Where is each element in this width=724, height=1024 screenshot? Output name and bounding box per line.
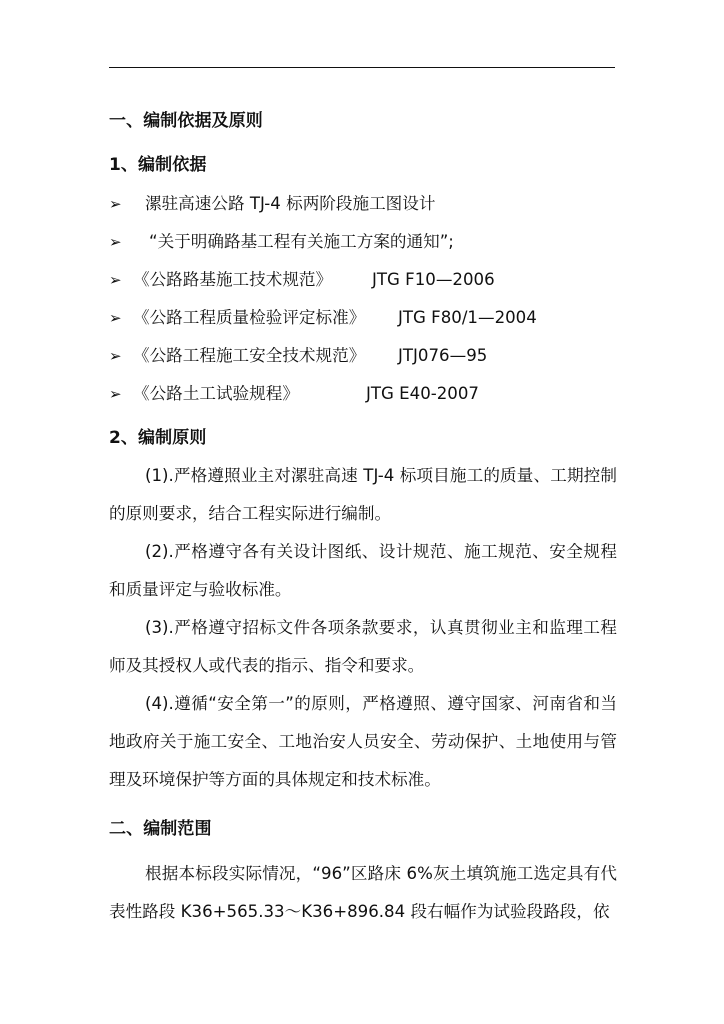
subsection-heading-principles: 2、编制原则 <box>109 428 207 448</box>
bullet-arrow-icon: ➢ <box>109 195 122 213</box>
principle-paragraph: (4).遵循“安全第一”的原则，严格遵照、遵守国家、河南省和当地政府关于施工安全、工地治安人员安全、劳动保护、土地使用与管理及环境保护等方面的具体规定和技术标准。 <box>109 694 617 789</box>
header-rule <box>109 67 615 68</box>
subsection-heading-basis: 1、编制依据 <box>109 155 207 175</box>
standard-code: JTG E40-2007 <box>366 384 479 403</box>
bullet-text: 《公路土工试验规程》 <box>133 384 299 403</box>
standard-code: JTG F10—2006 <box>372 270 495 289</box>
bullet-arrow-icon: ➢ <box>109 309 122 327</box>
section-heading-2: 二、编制范围 <box>109 819 212 839</box>
principle-paragraph: (3).严格遵守招标文件各项条款要求，认真贯彻业主和监理工程师及其授权人或代表的指示、指令和要求。 <box>109 618 617 675</box>
bullet-text: 《公路工程施工安全技术规范》 <box>133 346 366 365</box>
bullet-arrow-icon: ➢ <box>109 347 122 365</box>
bullet-arrow-icon: ➢ <box>109 271 122 289</box>
bullet-text: 《公路路基施工技术规范》 <box>133 270 333 289</box>
bullet-text: “关于明确路基工程有关施工方案的通知”; <box>149 232 454 251</box>
bullet-text: 《公路工程质量检验评定标准》 <box>133 308 366 327</box>
section-heading-1: 一、编制依据及原则 <box>109 111 263 131</box>
bullet-arrow-icon: ➢ <box>109 233 122 251</box>
principle-paragraph: (2).严格遵守各有关设计图纸、设计规范、施工规范、安全规程和质量评定与验收标准。 <box>109 542 617 599</box>
standard-code: JTG F80/1—2004 <box>398 308 537 327</box>
bullet-text: 漯驻高速公路 TJ-4 标两阶段施工图设计 <box>145 194 436 213</box>
principle-paragraph: (1).严格遵照业主对漯驻高速 TJ-4 标项目施工的质量、工期控制的原则要求，结合工程实际进行编制。 <box>109 466 617 523</box>
standard-code: JTJ076—95 <box>398 346 488 365</box>
bullet-arrow-icon: ➢ <box>109 385 122 403</box>
scope-paragraph: 根据本标段实际情况，“96”区路床 6%灰土填筑施工选定具有代表性路段 K36+565.33～K36+896.84 段右幅作为试验段路段，依 <box>109 864 617 921</box>
